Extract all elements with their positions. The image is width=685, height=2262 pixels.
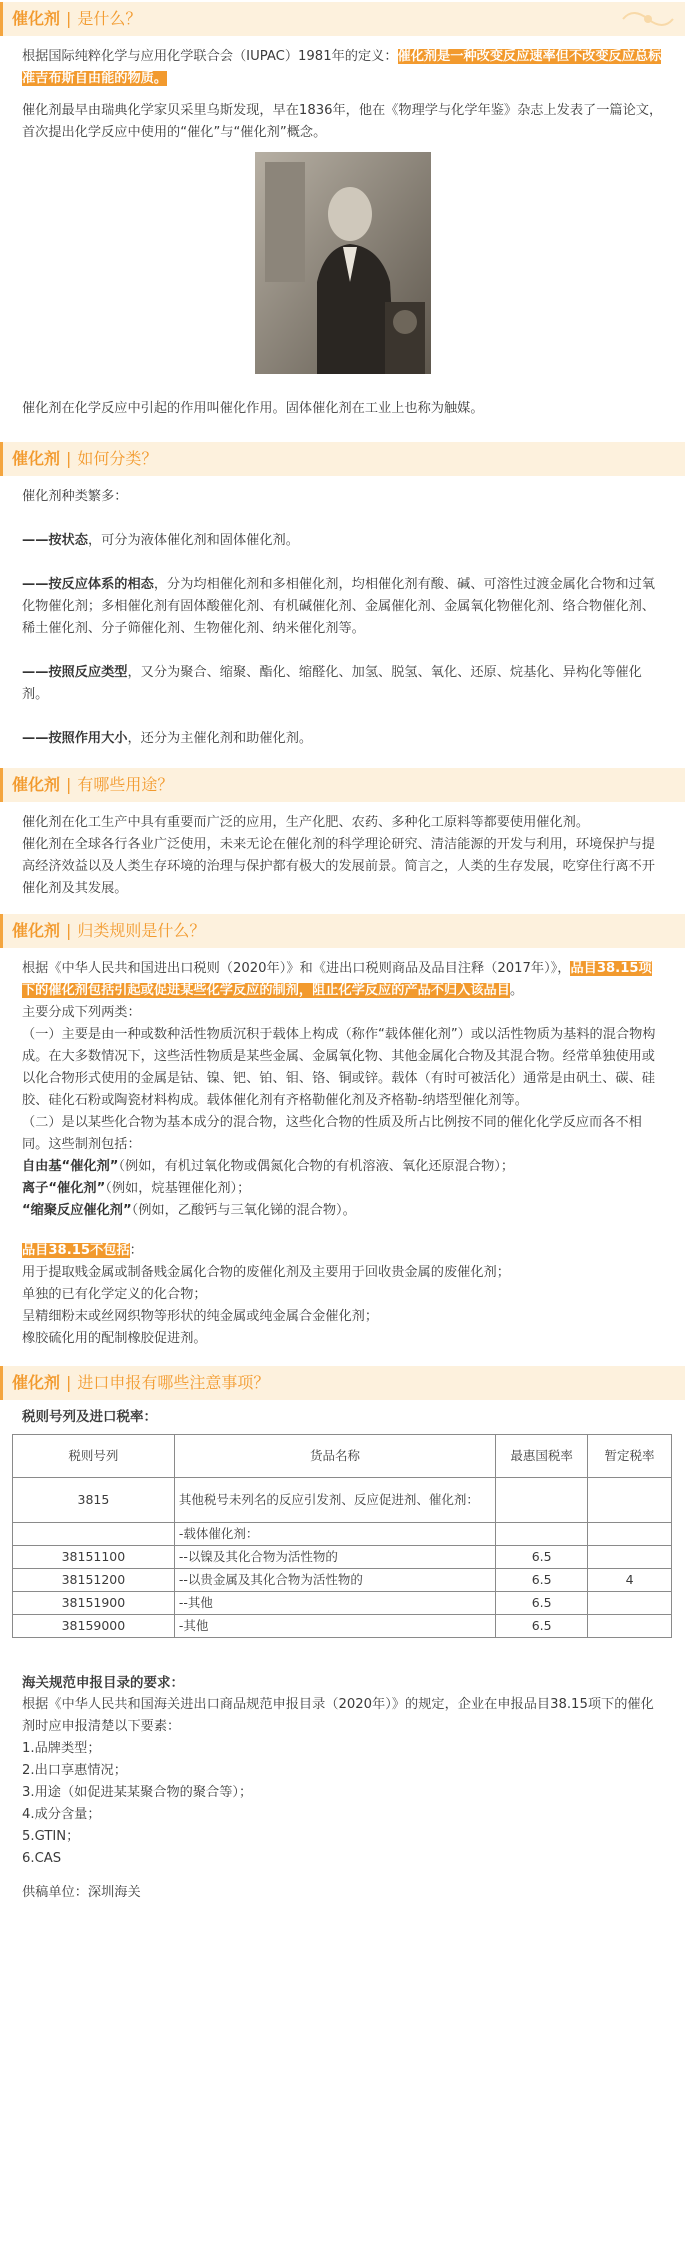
section-title: 催化剂 | 如何分类？ (12, 449, 158, 468)
table-row (13, 1478, 672, 1523)
history-paragraph: 催化剂最早由瑞典化学家贝采里乌斯发现，早在1836年，他在《物理学与化学年鉴》杂志上发表了一篇论文，首次提出化学反应中使用的“催化”与“催化剂”概念。 (22, 103, 663, 140)
requirement-item: 1.品牌类型； (22, 1741, 101, 1756)
classify-by-phase: ——按反应体系的相态，分为均相催化剂和多相催化剂，均相催化剂有酸、碱、可溶性过渡金属化合物和过氧化物催化剂；多相催化剂有固体酸催化剂、有机碱催化剂、金属催化剂、金属氧化物催化剂、络合物催化剂、稀土催化剂、分子筛催化剂、生物催化剂、纳米催化剂等。 (22, 577, 655, 636)
requirements-title: 海关规范申报目录的要求： (22, 1675, 184, 1691)
section-question: 是什么？ (77, 9, 142, 28)
section-question: 有哪些用途？ (77, 775, 174, 794)
section-title: 催化剂 | 是什么？ (12, 9, 142, 28)
section-title: 催化剂 | 有哪些用途？ (12, 775, 174, 794)
cell-temp (588, 1523, 672, 1546)
uses-paragraph-1: 催化剂在化工生产中具有重要而广泛的应用，生产化肥、农药、多种化工原料等都要使用催化剂。 (22, 815, 590, 830)
classify-intro: 催化剂种类繁多： (22, 489, 128, 504)
cell-mfn: 6.5 (496, 1615, 588, 1638)
cell-mfn (496, 1523, 588, 1546)
rules-example-polycondensation: “缩聚反应催化剂”（例如，乙酸钙与三氧化锑的混合物）。 (22, 1203, 356, 1218)
cell-code: 38151900 (13, 1592, 175, 1615)
cell-name: --以镍及其化合物为活性物的 (174, 1546, 495, 1569)
requirement-item: 3.用途（如促进某某聚合物的聚合等）； (22, 1785, 253, 1800)
cell-temp: 4 (588, 1569, 672, 1592)
table-row (13, 1615, 672, 1638)
col-header-code: 税则号列 (13, 1435, 175, 1478)
ornament-icon (619, 5, 677, 33)
article (0, 2, 685, 1904)
exclusion-item: 用于提取贱金属或制备贱金属化合物的废催化剂及主要用于回收贵金属的废催化剂； (22, 1265, 510, 1280)
cell-mfn: 6.5 (496, 1546, 588, 1569)
requirement-item: 4.成分含量； (22, 1807, 101, 1822)
rules-exclusion-heading: 品目38.15不包括： (22, 1243, 143, 1258)
accent-bar (0, 1366, 3, 1400)
section-header-uses (0, 768, 685, 802)
exclusion-item: 单独的已有化学定义的化合物； (22, 1287, 207, 1302)
cell-mfn: 6.5 (496, 1592, 588, 1615)
tariff-table-title: 税则号列及进口税率： (22, 1409, 157, 1425)
uses-paragraph-2: 催化剂在全球各行各业广泛使用，未来无论在催化剂的科学理论研究、清洁能源的开发与利用，环境保护与提高经济效益以及人类生存环境的治理与保护都有极大的发展前景。简言之，人类的生存发展，吃穿住行离不开催化剂及其发展。 (22, 837, 655, 896)
section-keyword: 催化剂 (12, 921, 61, 940)
exclusion-item: 呈精细粉末或丝网织物等形状的纯金属或纯金属合金催化剂； (22, 1309, 379, 1324)
cell-temp (588, 1592, 672, 1615)
definition-paragraph: 根据国际纯粹化学与应用化学联合会（IUPAC）1981年的定义：催化剂是一种改变反应速率但不改变反应总标准吉布斯自由能的物质。 (22, 49, 662, 86)
cell-code: 38151100 (13, 1546, 175, 1569)
highlight-exclusion: 品目38.15不包括 (22, 1243, 130, 1258)
cell-code: 38151200 (13, 1569, 175, 1592)
requirement-item: 2.出口享惠情况； (22, 1763, 127, 1778)
section-title: 催化剂 | 归类规则是什么？ (12, 921, 206, 940)
section-keyword: 催化剂 (12, 775, 61, 794)
col-header-name: 货品名称 (174, 1435, 495, 1478)
section-header-classify (0, 442, 685, 476)
cell-code: 38159000 (13, 1615, 175, 1638)
section-keyword: 催化剂 (12, 449, 61, 468)
cell-name: -其他 (174, 1615, 495, 1638)
cell-code (13, 1523, 175, 1546)
table-row (13, 1569, 672, 1592)
tariff-table (12, 1434, 672, 1638)
catalysis-paragraph: 催化剂在化学反应中引起的作用叫催化作用。固体催化剂在工业上也称为触媒。 (22, 401, 484, 416)
berzelius-portrait-image (255, 152, 431, 374)
section-question: 如何分类？ (77, 449, 158, 468)
table-row (13, 1546, 672, 1569)
section-keyword: 催化剂 (12, 9, 61, 28)
cell-temp (588, 1478, 672, 1523)
rules-example-radical: 自由基“催化剂”（例如，有机过氧化物或偶氮化合物的有机溶液、氧化还原混合物）； (22, 1159, 515, 1174)
rules-example-ionic: 离子“催化剂”（例如，烷基锂催化剂）； (22, 1181, 251, 1196)
section-question: 进口申报有哪些注意事项？ (77, 1373, 270, 1392)
footer-source: 供稿单位：深圳海关 (22, 1885, 141, 1900)
classify-by-role: ——按照作用大小，还分为主催化剂和助催化剂。 (22, 731, 313, 746)
accent-bar (0, 768, 3, 802)
requirements-paragraph: 根据《中华人民共和国海关进出口商品规范申报目录（2020年）》的规定，企业在申报品目38.15项下的催化剂时应申报清楚以下要素： (22, 1697, 654, 1734)
exclusion-item: 橡胶硫化用的配制橡胶促进剂。 (22, 1331, 207, 1346)
rules-category-1: （一）主要是由一种或数种活性物质沉积于载体上构成（称作“载体催化剂”）或以活性物质为基料的混合物构成。在大多数情况下，这些活性物质是某些金属、金属氧化物、其他金属化合物及其混合物。经常单独使用或以化合物形式使用的金属是钴、镍、钯、铂、钼、铬、铜或锌。载体（有时可被活化）通常是由矾土、碳、硅胶、硅化石粉或陶瓷材料构成。载体催化剂有齐格勒催化剂及齐格勒-纳塔型催化剂等。 (22, 1027, 656, 1108)
section-header-declare (0, 1366, 685, 1400)
section-question: 归类规则是什么？ (77, 921, 206, 940)
accent-bar (0, 914, 3, 948)
table-header-row (13, 1435, 672, 1478)
cell-temp (588, 1615, 672, 1638)
cell-mfn: 6.5 (496, 1569, 588, 1592)
classify-by-state: ——按状态，可分为液体催化剂和固体催化剂。 (22, 533, 299, 548)
cell-name: 其他税号未列名的反应引发剂、反应促进剂、催化剂： (174, 1478, 495, 1523)
cell-name: --其他 (174, 1592, 495, 1615)
col-header-mfn: 最惠国税率 (496, 1435, 588, 1478)
section-header-what (0, 2, 685, 36)
cell-mfn (496, 1478, 588, 1523)
section-header-rules (0, 914, 685, 948)
cell-temp (588, 1546, 672, 1569)
table-row (13, 1592, 672, 1615)
rules-paragraph: 根据《中华人民共和国进出口税则（2020年）》和《进出口税则商品及品目注释（2017年）》，品目38.15项下的催化剂包括引起或促进某些化学反应的制剂，阻止化学反应的产品不归入该品目。 (22, 961, 652, 998)
cell-code: 3815 (13, 1478, 175, 1523)
requirement-item: 5.GTIN； (22, 1829, 80, 1844)
section-keyword: 催化剂 (12, 1373, 61, 1392)
table-row (13, 1523, 672, 1546)
section-title: 催化剂 | 进口申报有哪些注意事项？ (12, 1373, 270, 1392)
classify-by-reaction: ——按照反应类型，又分为聚合、缩聚、酯化、缩醛化、加氢、脱氢、氧化、还原、烷基化、异构化等催化剂。 (22, 665, 642, 702)
highlight-rule: 品目38.15项下的催化剂包括引起或促进某些化学反应的制剂，阻止化学反应的产品不归入该品目 (22, 961, 652, 998)
rules-category-2: （二）是以某些化合物为基本成分的混合物，这些化合物的性质及所占比例按不同的催化化学反应而各不相同。这些制剂包括： (22, 1115, 642, 1152)
cell-name: --以贵金属及其化合物为活性物的 (174, 1569, 495, 1592)
cell-name: -载体催化剂： (174, 1523, 495, 1546)
rules-categories-intro: 主要分成下列两类： (22, 1005, 141, 1020)
accent-bar (0, 442, 3, 476)
requirement-item: 6.CAS (22, 1851, 62, 1866)
highlight-definition: 催化剂是一种改变反应速率但不改变反应总标准吉布斯自由能的物质。 (22, 49, 662, 86)
col-header-temp: 暂定税率 (588, 1435, 672, 1478)
accent-bar (0, 2, 3, 36)
